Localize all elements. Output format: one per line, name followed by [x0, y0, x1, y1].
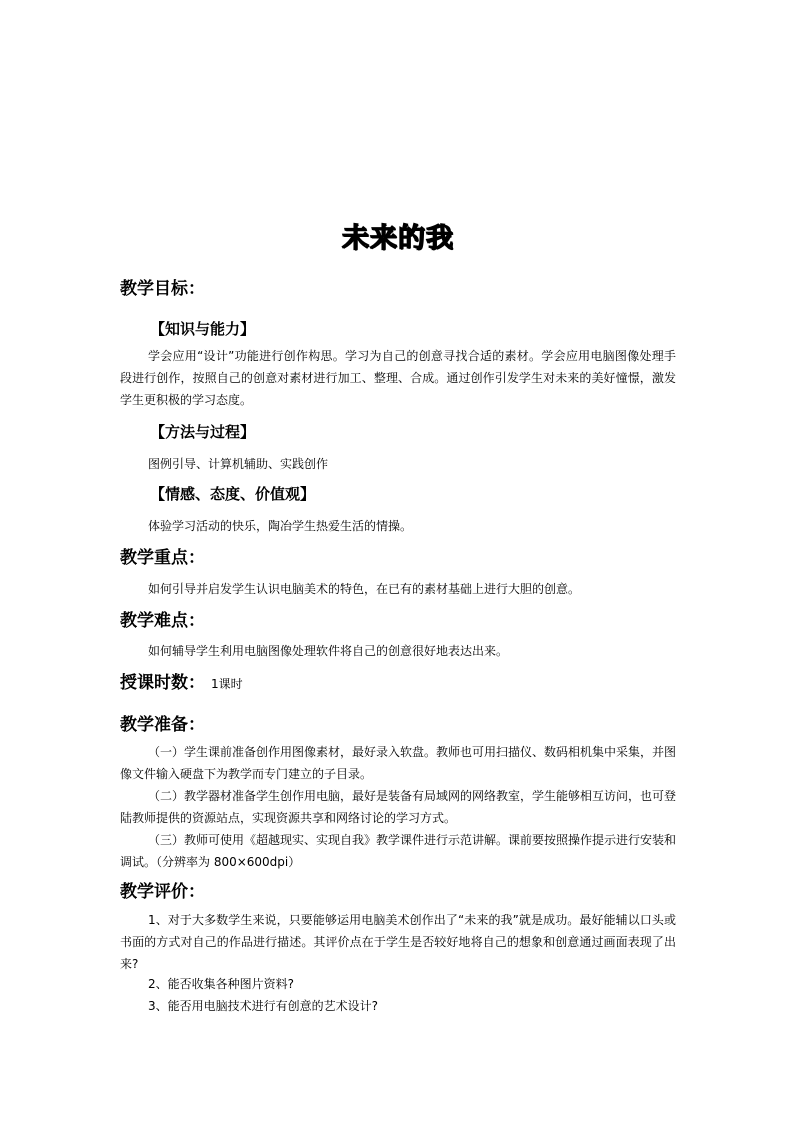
- evaluation-item-1: 1、对于大多数学生来说，只要能够运用电脑美术创作出了“未来的我”就是成功。最好能辅以口头或书面的方式对自己的作品进行描述。其评价点在于学生是否较好地将自己的想象和创意通过画面表现了出来?: [120, 913, 676, 971]
- preparation-item-2: （二）教学器材准备学生创作用电脑，最好是装备有局域网的网络教室，学生能够相互访问，也可登陆教师提供的资源站点，实现资源共享和网络讨论的学习方式。: [120, 789, 677, 825]
- emotion-heading: 【情感、态度、价值观】: [150, 485, 316, 503]
- hours-heading: 授课时数：: [120, 673, 205, 693]
- difficulty-text: 如何辅导学生利用电脑图像处理软件将自己的创意很好地表达出来。: [148, 644, 509, 658]
- hours-value: 1课时: [211, 677, 243, 691]
- difficulty-heading: 教学难点：: [120, 611, 205, 631]
- document-page: [120, 0, 676, 1123]
- objectives-heading: 教学目标：: [120, 279, 205, 299]
- knowledge-heading: 【知识与能力】: [150, 320, 256, 338]
- preparation-item-1: （一）学生课前准备创作用图像素材，最好录入软盘。教师也可用扫描仪、数码相机集中采集，并图像文件输入硬盘下为教学而专门建立的子目录。: [120, 745, 677, 781]
- evaluation-item-3: 3、能否用电脑技术进行有创意的艺术设计?: [148, 999, 379, 1013]
- hours-row: [120, 668, 243, 693]
- method-text: 图例引导、计算机辅助、实践创作: [148, 457, 329, 471]
- evaluation-heading: 教学评价：: [120, 882, 205, 902]
- evaluation-item-2: 2、能否收集各种图片资料?: [148, 977, 295, 991]
- knowledge-text: 学会应用“设计”功能进行创作构思。学习为自己的创意寻找合适的素材。学会应用电脑图像处理手段进行创作，按照自己的创意对素材进行加工、整理、合成。通过创作引发学生对未来的美好憧憬，激发学生更积极的学习态度。: [120, 349, 676, 407]
- method-heading: 【方法与过程】: [150, 423, 256, 441]
- preparation-heading: 教学准备：: [120, 715, 205, 735]
- key-point-text: 如何引导并启发学生认识电脑美术的特色，在已有的素材基础上进行大胆的创意。: [148, 582, 581, 596]
- preparation-item-3: （三）教师可使用《超越现实、实现自我》教学课件进行示范讲解。课前要按照操作提示进行安装和调试。（分辨率为 800×600dpi）: [120, 833, 677, 869]
- key-point-heading: 教学重点：: [120, 548, 205, 568]
- document-title: 未来的我: [342, 223, 454, 254]
- emotion-text: 体验学习活动的快乐，陶冶学生热爱生活的情操。: [148, 519, 413, 533]
